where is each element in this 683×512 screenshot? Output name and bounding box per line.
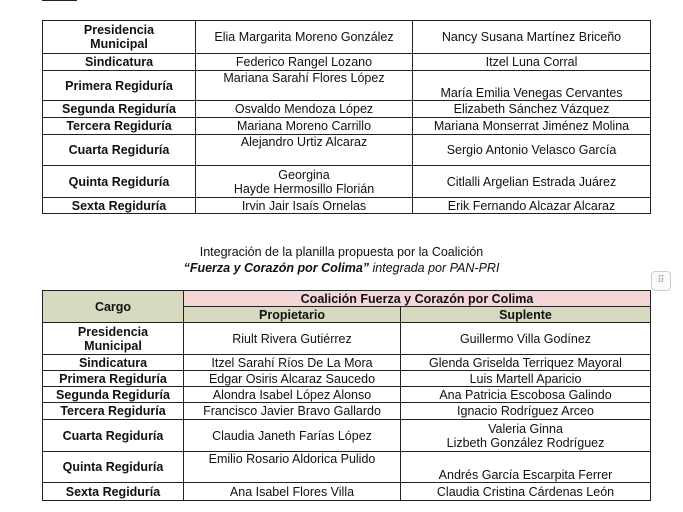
header-coalition: Coalición Fuerza y Corazón por Colima — [184, 291, 651, 307]
table-row — [43, 118, 651, 135]
suplente-cell: Ana Patricia Escobosa Galindo — [401, 387, 651, 403]
propietario-cell: Alejandro Urtiz Alcaraz — [196, 135, 413, 166]
propietario-cell: Edgar Osiris Alcaraz Saucedo — [184, 371, 401, 387]
header-propietario: Propietario — [184, 307, 401, 323]
planilla-table-2 — [42, 290, 651, 501]
propietario-cell: Claudia Janeth Farías López — [184, 420, 401, 452]
table1-top-edge — [42, 0, 77, 1]
table-row — [43, 21, 651, 54]
propietario-cell: Emilio Rosario Aldorica Pulido — [184, 452, 401, 483]
suplente-cell: Citlalli Argelian Estrada Juárez — [413, 166, 651, 198]
table-row — [43, 483, 651, 501]
propietario-cell: Osvaldo Mendoza López — [196, 101, 413, 118]
cargo-cell: Presidencia Municipal — [43, 21, 196, 54]
suplente-cell: Luis Martell Aparicio — [401, 371, 651, 387]
propietario-cell: Francisco Javier Bravo Gallardo — [184, 403, 401, 420]
cargo-cell: Sexta Regiduría — [43, 198, 196, 214]
table-row — [43, 198, 651, 214]
suplente-cell: María Emilia Venegas Cervantes — [413, 71, 651, 101]
suplente-cell: Andrés García Escarpita Ferrer — [401, 452, 651, 483]
propietario-cell: Federico Rangel Lozano — [196, 54, 413, 71]
table-row — [43, 371, 651, 387]
coalition-name: “Fuerza y Corazón por Colima” — [183, 261, 370, 275]
suplente-cell: Elizabeth Sánchez Vázquez — [413, 101, 651, 118]
cargo-cell: Primera Regiduría — [43, 371, 184, 387]
table-row — [43, 420, 651, 452]
cargo-cell: Segunda Regiduría — [43, 101, 196, 118]
cargo-cell: Cuarta Regiduría — [43, 420, 184, 452]
suplente-cell: Itzel Luna Corral — [413, 54, 651, 71]
cargo-cell: Tercera Regiduría — [43, 118, 196, 135]
header-suplente: Suplente — [401, 307, 651, 323]
suplente-cell: Mariana Monserrat Jiménez Molina — [413, 118, 651, 135]
table-drag-handle-icon[interactable]: ⠿ — [651, 271, 671, 291]
cargo-cell: Tercera Regiduría — [43, 403, 184, 420]
table-row — [43, 101, 651, 118]
cargo-cell: Presidencia Municipal — [43, 323, 184, 355]
propietario-cell: Alondra Isabel López Alonso — [184, 387, 401, 403]
propietario-cell: Elia Margarita Moreno González — [196, 21, 413, 54]
table-row — [43, 166, 651, 198]
caption-line-2 — [0, 261, 683, 276]
suplente-cell: Nancy Susana Martínez Briceño — [413, 21, 651, 54]
propietario-cell: Ana Isabel Flores Villa — [184, 483, 401, 501]
table-row — [43, 323, 651, 355]
cargo-cell: Cuarta Regiduría — [43, 135, 196, 166]
suplente-cell: Erik Fernando Alcazar Alcaraz — [413, 198, 651, 214]
propietario-cell: Mariana Moreno Carrillo — [196, 118, 413, 135]
header-row — [43, 291, 651, 307]
cargo-cell: Sindicatura — [43, 54, 196, 71]
table-row — [43, 135, 651, 166]
propietario-cell: Itzel Sarahí Ríos De La Mora — [184, 355, 401, 371]
cargo-cell: Primera Regiduría — [43, 71, 196, 101]
planilla-table-1 — [42, 20, 651, 214]
table-row — [43, 452, 651, 483]
suplente-cell: Sergio Antonio Velasco García — [413, 135, 651, 166]
table-row — [43, 403, 651, 420]
propietario-cell: Mariana Sarahí Flores López — [196, 71, 413, 101]
table-row — [43, 355, 651, 371]
propietario-cell: Georgina Hayde Hermosillo Florián — [196, 166, 413, 198]
cargo-cell: Quinta Regiduría — [43, 166, 196, 198]
cargo-cell: Segunda Regiduría — [43, 387, 184, 403]
suplente-cell: Claudia Cristina Cárdenas León — [401, 483, 651, 501]
table-row — [43, 71, 651, 101]
cargo-cell: Sindicatura — [43, 355, 184, 371]
propietario-cell: Riult Rivera Gutiérrez — [184, 323, 401, 355]
table-row — [43, 54, 651, 71]
cargo-cell: Sexta Regiduría — [43, 483, 184, 501]
propietario-cell: Irvin Jair Isaís Ornelas — [196, 198, 413, 214]
suplente-cell: Valeria Ginna Lizbeth González Rodríguez — [401, 420, 651, 452]
suplente-cell: Ignacio Rodríguez Arceo — [401, 403, 651, 420]
header-cargo: Cargo — [43, 291, 184, 323]
suplente-cell: Guillermo Villa Godínez — [401, 323, 651, 355]
cargo-cell: Quinta Regiduría — [43, 452, 184, 483]
caption-line-2-rest: integrada por PAN-PRI — [369, 261, 500, 275]
caption-line-1: Integración de la planilla propuesta por la Coalición — [199, 245, 484, 259]
suplente-cell: Glenda Griselda Terriquez Mayoral — [401, 355, 651, 371]
table-row — [43, 387, 651, 403]
